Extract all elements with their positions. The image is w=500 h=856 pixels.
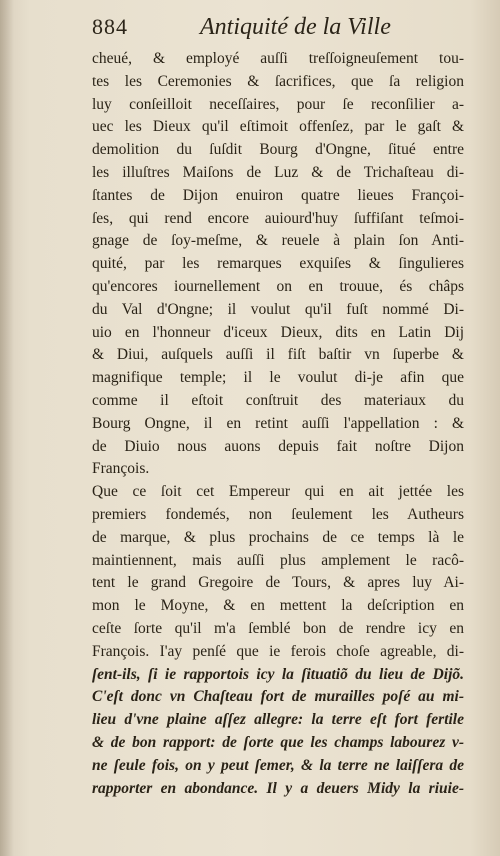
text-line: ſes, qui rend encore auiourd'huy ſuffiſant teſmoi- xyxy=(92,209,464,227)
text-line: Que ce ſoit cet Empereur qui en ait jettée les xyxy=(92,483,464,501)
page-header xyxy=(92,14,472,44)
text-line: maintiennent, mais auſſi plus amplement le racô- xyxy=(92,551,464,569)
text-line: luy conſeilloit neceſſaires, pour ſe reconſilier a- xyxy=(92,95,464,113)
text-line: rapporter en abondance. Il y a deuers Midy la riuie- xyxy=(92,779,464,797)
text-line: & de bon rapport: de ſorte que les champs labourez v- xyxy=(92,733,464,751)
text-line: tes les Ceremonies & ſacrifices, que ſa religion xyxy=(92,72,464,90)
text-line: François. xyxy=(92,460,150,478)
page-number: 884 xyxy=(92,14,128,39)
text-line: C'eſt donc vn Chaſteau fort de murailles poſé au mi- xyxy=(92,688,464,706)
running-title: Antiquité de la Ville xyxy=(200,14,391,40)
text-line: uio en l'honneur d'iceux Dieux, dits en Latin Dij xyxy=(92,323,464,341)
text-line: qu'encores iournellement on en trouue, és châps xyxy=(92,277,464,295)
text-line: cheué, & employé auſſi treſſoigneuſement tou- xyxy=(92,50,464,67)
text-line: Bourg Ongne, il en retint auſſi l'appellation : & xyxy=(92,414,464,432)
text-line: ceſte ſorte qu'il m'a ſemblé bon de rendre icy en xyxy=(92,619,464,637)
text-line: uec les Dieux qu'il eſtimoit offenſez, par le gaſt & xyxy=(92,118,464,136)
text-line: François. I'ay penſé que ie ferois choſe agreable, di- xyxy=(92,642,464,660)
text-line: ſent-ils, ſi ie rapportois icy la ſituatiõ du lieu de Dijõ. xyxy=(92,665,464,683)
text-line: ne ſeule fois, on y peut ſemer, & la terre ne laiſſera de xyxy=(92,756,464,774)
text-line: comme il eſtoit conſtruit des materiaux du xyxy=(92,391,464,409)
page-gutter-shadow xyxy=(0,0,14,856)
body-text xyxy=(92,48,464,800)
text-line: du Val d'Ongne; il voulut qu'il fuſt nommé Di- xyxy=(92,300,464,318)
text-line: tent le grand Gregoire de Tours, & apres luy Ai- xyxy=(92,574,464,592)
text-line: ſtantes de Dijon enuiron quatre lieues Françoi- xyxy=(92,186,464,204)
text-line: demolition du ſuſdit Bourg d'Ongne, ſitué entre xyxy=(92,141,464,159)
text-line: de marque, & plus prochains de ce temps là le xyxy=(92,528,464,546)
text-line: gnage de ſoy-meſme, & reuele à plain ſon Anti- xyxy=(92,232,464,250)
text-line: de Diuio nous auons depuis fait noſtre Dijon xyxy=(92,437,464,455)
text-line: premiers fondemés, non ſeulement les Autheurs xyxy=(92,505,464,523)
text-line: mon le Moyne, & en mettent la deſcription en xyxy=(92,597,464,615)
text-line: & Diui, auſquels auſſi il fiſt baſtir vn ſuperbe & xyxy=(92,346,464,364)
text-line: lieu d'vne plaine aſſez allegre: la terre eſt fort fertile xyxy=(92,711,464,729)
text-line: magnifique temple; il le voulut di-je afin que xyxy=(92,369,464,387)
text-line: les illuſtres Maiſons de Luz & de Trichaſteau di- xyxy=(92,163,464,181)
text-line: quité, par les remarques exquiſes & ſingulieres xyxy=(92,255,464,273)
